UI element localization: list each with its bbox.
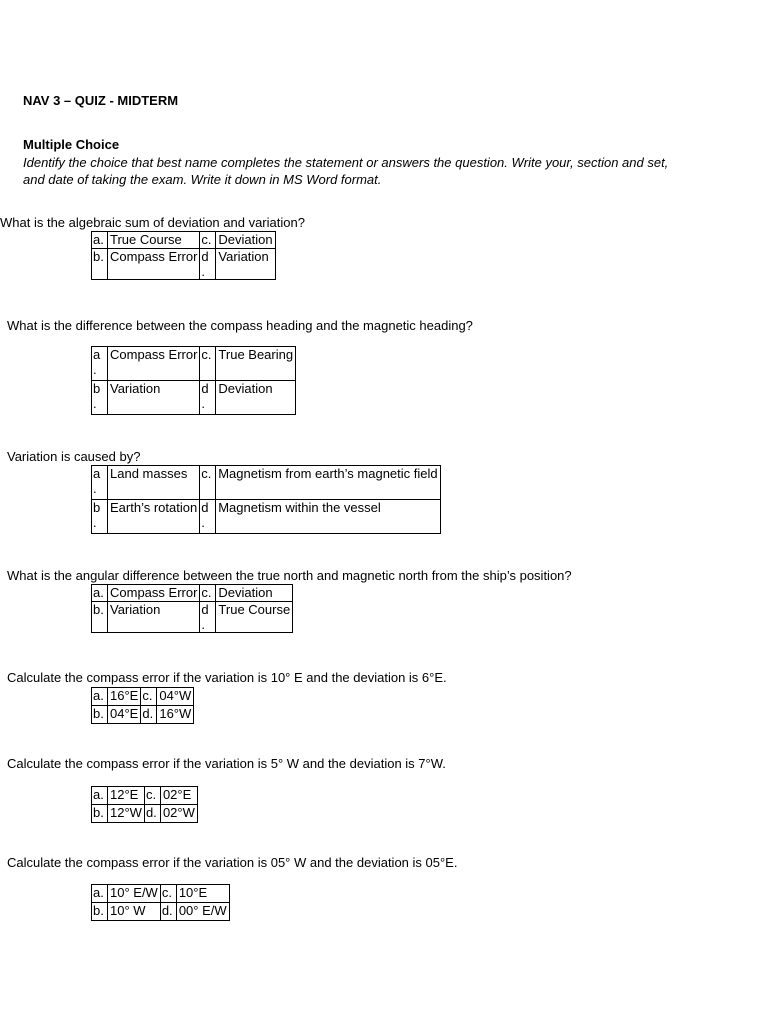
option-text: Compass Error — [108, 585, 200, 602]
options-row — [92, 706, 194, 724]
option-letter: c. — [160, 885, 176, 903]
answer-options-table — [91, 465, 441, 534]
options-row — [92, 232, 276, 249]
section-heading: Multiple Choice — [23, 137, 120, 152]
option-text: 04°W — [157, 688, 194, 706]
option-text: Magnetism within the vessel — [216, 500, 440, 534]
option-letter: d. — [144, 805, 160, 823]
question-text: What is the difference between the compass heading and the magnetic heading? — [7, 318, 473, 333]
question-text: What is the algebraic sum of deviation and variation? — [0, 215, 305, 230]
options-row — [92, 500, 441, 534]
option-text: Compass Error — [108, 347, 200, 381]
option-letter: a. — [92, 232, 108, 249]
option-text: 12°W — [108, 805, 145, 823]
answer-options-table — [91, 884, 230, 921]
option-text: 00° E/W — [176, 903, 229, 921]
option-letter: a. — [92, 688, 108, 706]
options-row — [92, 466, 441, 500]
answer-options-table — [91, 346, 296, 415]
option-letter: a. — [92, 585, 108, 602]
option-letter: c. — [200, 347, 216, 381]
option-letter: b . — [92, 500, 108, 534]
document-title: NAV 3 – QUIZ - MIDTERM — [23, 93, 179, 108]
option-text: 02°E — [160, 787, 197, 805]
option-letter: d . — [200, 249, 216, 280]
options-row — [92, 347, 296, 381]
option-text: Earth’s rotation — [108, 500, 200, 534]
option-letter: d . — [200, 602, 216, 633]
option-letter: b. — [92, 249, 108, 280]
option-text: 12°E — [108, 787, 145, 805]
question-text: Calculate the compass error if the variation is 5° W and the deviation is 7°W. — [7, 756, 446, 771]
options-row — [92, 249, 276, 280]
question-text: Variation is caused by? — [7, 449, 141, 464]
option-text: True Course — [108, 232, 200, 249]
option-text: Variation — [108, 381, 200, 415]
option-text: 16°W — [157, 706, 194, 724]
option-letter: a . — [92, 347, 108, 381]
option-text: 16°E — [108, 688, 141, 706]
option-letter: c. — [141, 688, 157, 706]
option-text: Land masses — [108, 466, 200, 500]
option-letter: b. — [92, 903, 108, 921]
option-letter: d . — [200, 381, 216, 415]
option-letter: a. — [92, 885, 108, 903]
option-letter: c. — [144, 787, 160, 805]
question-text: Calculate the compass error if the variation is 05° W and the deviation is 05°E. — [7, 855, 458, 870]
question-text: Calculate the compass error if the variation is 10° E and the deviation is 6°E. — [7, 670, 447, 685]
option-letter: c. — [200, 585, 216, 602]
option-letter: b. — [92, 602, 108, 633]
option-text: True Bearing — [216, 347, 296, 381]
options-row — [92, 381, 296, 415]
option-text: Deviation — [216, 381, 296, 415]
option-letter: c. — [200, 232, 216, 249]
option-text: 02°W — [160, 805, 197, 823]
options-row — [92, 585, 293, 602]
option-text: Variation — [108, 602, 200, 633]
options-row — [92, 688, 194, 706]
option-text: True Course — [216, 602, 293, 633]
options-row — [92, 787, 198, 805]
option-text: Variation — [216, 249, 275, 280]
option-letter: d. — [141, 706, 157, 724]
answer-options-table — [91, 231, 276, 280]
options-row — [92, 885, 230, 903]
option-text: Deviation — [216, 585, 293, 602]
answer-options-table — [91, 786, 198, 823]
option-text: 10°E — [176, 885, 229, 903]
answer-options-table — [91, 687, 194, 724]
option-text: Magnetism from earth’s magnetic field — [216, 466, 440, 500]
options-row — [92, 903, 230, 921]
option-text: Deviation — [216, 232, 275, 249]
question-text: What is the angular difference between the true north and magnetic north from the ship’s position? — [7, 568, 572, 583]
option-letter: d . — [200, 500, 216, 534]
option-letter: a . — [92, 466, 108, 500]
option-text: Compass Error — [108, 249, 200, 280]
option-text: 10° W — [108, 903, 161, 921]
option-letter: b. — [92, 805, 108, 823]
option-text: 10° E/W — [108, 885, 161, 903]
option-text: 04°E — [108, 706, 141, 724]
answer-options-table — [91, 584, 293, 633]
option-letter: d. — [160, 903, 176, 921]
options-row — [92, 805, 198, 823]
option-letter: b . — [92, 381, 108, 415]
options-row — [92, 602, 293, 633]
option-letter: a. — [92, 787, 108, 805]
option-letter: c. — [200, 466, 216, 500]
option-letter: b. — [92, 706, 108, 724]
instructions-text: Identify the choice that best name completes the statement or answers the question. Write your, section and set, and date of taking the exam. Write it down in MS Word format. — [23, 155, 669, 187]
